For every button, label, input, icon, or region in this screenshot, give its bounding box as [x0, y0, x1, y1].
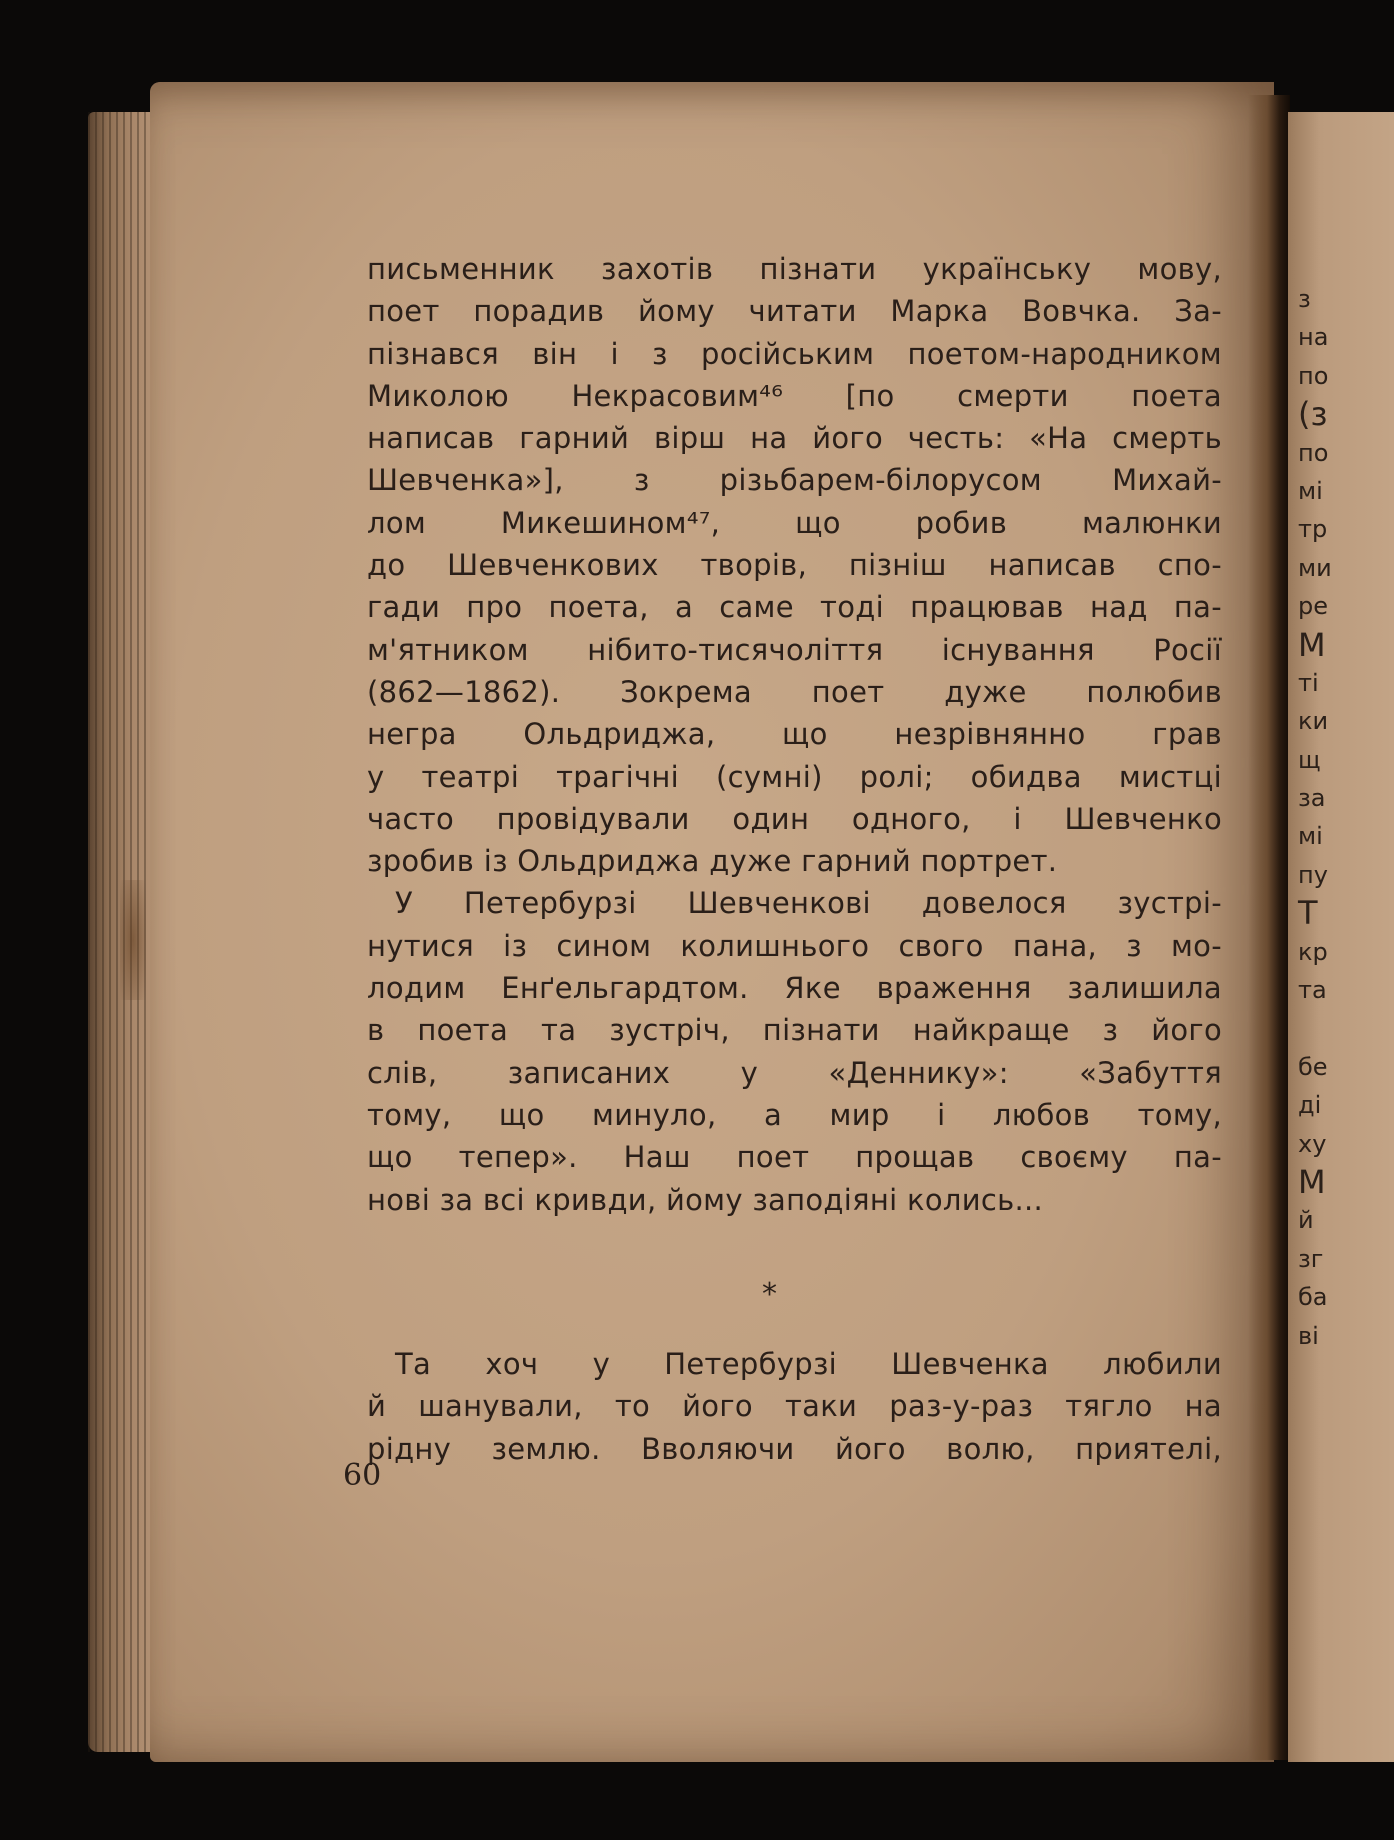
text-line: зробив із Ольдриджа дуже гарний портрет.	[367, 844, 1058, 879]
right-page-line: за	[1298, 784, 1326, 813]
text-line: слів, записаних у «Деннику»: «Забуття	[367, 1055, 1222, 1090]
right-page-line: ба	[1298, 1283, 1328, 1312]
page-number: 60	[343, 1458, 382, 1493]
text-line: негра Ольдриджа, що незрівнянно грав	[367, 717, 1222, 752]
right-page	[1288, 112, 1394, 1762]
text-line: нові за всі кривди, йому заподіяні колись...	[367, 1182, 1044, 1217]
right-page-line	[1298, 1009, 1394, 1047]
text-line: м'ятником нібито-тисячоліття існування Росії	[367, 632, 1222, 667]
right-page-line: з	[1298, 285, 1311, 313]
right-page-text	[1298, 280, 1394, 1355]
text-line: написав гарний вірш на його честь: «На смерть	[367, 421, 1222, 456]
text-line: лом Микешином⁴⁷, що робив малюнки	[367, 505, 1222, 540]
text-line: в поета та зустріч, пізнати найкраще з його	[367, 1013, 1222, 1048]
text-line: лодим Енґельгардтом. Яке враження залишила	[367, 971, 1222, 1006]
right-page-line: мі	[1298, 822, 1323, 851]
text-line: у театрі трагічні (сумні) ролі; обидва мистці	[367, 759, 1222, 794]
text-line: часто провідували один одного, і Шевченко	[367, 801, 1222, 836]
text-line: гади про поета, а саме тоді працював над па-	[367, 590, 1222, 625]
text-line: пізнався він і з російським поетом-народником	[367, 336, 1222, 371]
text-line: Миколою Некрасовим⁴⁶ [по смерти поета	[367, 378, 1222, 413]
book-gutter	[1248, 95, 1290, 1760]
right-page-line: по	[1298, 438, 1329, 467]
text-line: й шанували, то його таки раз-у-раз тягло на	[367, 1389, 1222, 1424]
right-page-line: М	[1298, 625, 1326, 664]
text-line: Шевченка»], з різьбарем-білорусом Михай-	[367, 463, 1222, 498]
right-page-line: ми	[1298, 553, 1332, 582]
right-page-line: зг	[1298, 1244, 1324, 1273]
right-page-line: та	[1298, 976, 1327, 1005]
paper-stain	[120, 880, 146, 1000]
right-page-line: й	[1298, 1206, 1314, 1235]
right-page-line: ху	[1298, 1129, 1327, 1158]
right-page-line: бе	[1298, 1052, 1328, 1081]
right-page-line: тр	[1298, 515, 1328, 544]
text-line: що тепер». Наш поет прощав своєму па-	[367, 1140, 1222, 1175]
right-page-line: ті	[1298, 668, 1319, 697]
text-line: тому, що минуло, а мир і любов тому,	[367, 1097, 1222, 1132]
right-page-line: кр	[1298, 937, 1328, 966]
text-line: до Шевченкових творів, пізніш написав спо-	[367, 548, 1222, 583]
right-page-line: щ	[1298, 745, 1321, 774]
text-line: нутися із сином колишнього свого пана, з мо-	[367, 928, 1222, 963]
text-line: рідну землю. Вволяючи його волю, приятелі,	[367, 1431, 1222, 1466]
body-text	[367, 248, 1222, 1221]
right-page-line: ре	[1298, 592, 1328, 621]
right-page-line: мі	[1298, 476, 1323, 505]
right-page-line: М	[1298, 1162, 1326, 1201]
text-line: письменник захотів пізнати українську мову,	[367, 252, 1222, 286]
right-page-line: (з	[1298, 395, 1328, 434]
right-page-line: на	[1298, 323, 1329, 352]
right-page-line: Т	[1298, 894, 1318, 933]
right-page-line: ді	[1298, 1091, 1322, 1120]
text-line: поет порадив йому читати Марка Вовчка. За-	[367, 294, 1222, 329]
right-page-line: по	[1298, 361, 1329, 390]
right-page-line: пу	[1298, 860, 1328, 889]
right-page-line: ки	[1298, 707, 1329, 736]
body-text-continued	[367, 1343, 1222, 1470]
right-page-line: ві	[1298, 1321, 1319, 1350]
text-line: Та хоч у Петербурзі Шевченка любили	[395, 1347, 1222, 1381]
section-separator: *	[762, 1277, 777, 1312]
text-line: У Петербурзі Шевченкові довелося зустрі-	[395, 886, 1222, 921]
text-line: (862—1862). Зокрема поет дуже полюбив	[367, 674, 1222, 709]
